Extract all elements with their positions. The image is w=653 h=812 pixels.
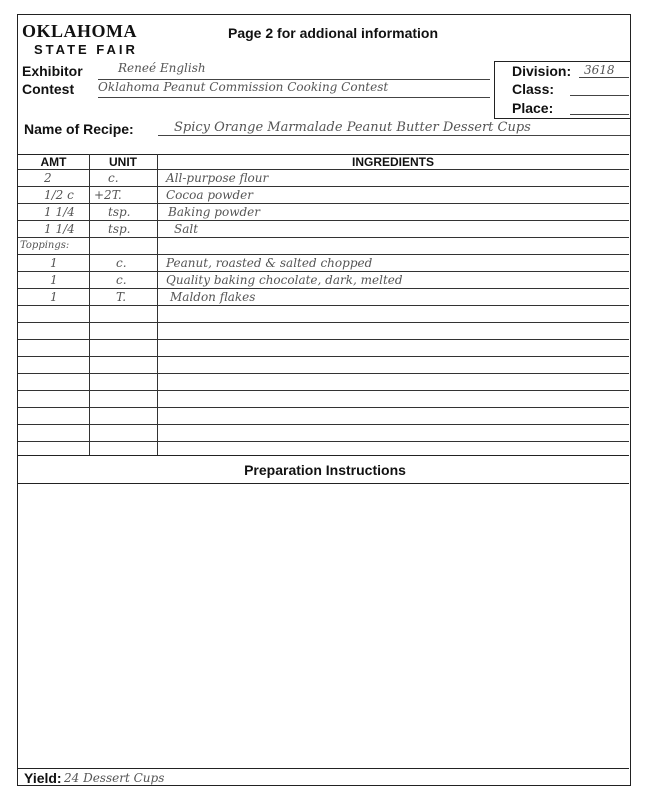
row-line: [18, 271, 629, 272]
row-line: [18, 288, 629, 289]
recipe-value[interactable]: Spicy Orange Marmalade Peanut Butter Dessert Cups: [174, 120, 531, 135]
row-amt[interactable]: Toppings:: [20, 240, 70, 251]
class-label: Class:: [512, 81, 555, 97]
row-line: [18, 186, 629, 187]
logo-oklahoma: OKLAHOMA: [22, 21, 137, 41]
table-header-divider: [18, 169, 629, 170]
table-bottom-border: [18, 455, 629, 456]
exhibitor-label: Exhibitor: [22, 63, 83, 79]
row-ingredient[interactable]: Peanut, roasted & salted chopped: [166, 256, 373, 270]
row-unit[interactable]: T.: [116, 290, 127, 304]
row-amt[interactable]: 1 1/4: [44, 205, 75, 219]
row-line: [18, 407, 629, 408]
row-unit[interactable]: +2T.: [94, 188, 122, 202]
page-note: Page 2 for addional information: [228, 25, 439, 41]
row-amt[interactable]: 1: [50, 273, 58, 287]
row-amt[interactable]: 2: [44, 171, 52, 185]
yield-label: Yield:: [24, 770, 62, 786]
row-ingredient[interactable]: Baking powder: [168, 205, 261, 219]
division-label: Division:: [512, 63, 572, 79]
row-line: [18, 220, 629, 221]
row-unit[interactable]: c.: [116, 256, 127, 270]
row-line: [18, 424, 629, 425]
row-amt[interactable]: 1 1/4: [44, 222, 75, 236]
row-ingredient[interactable]: Quality baking chocolate, dark, melted: [166, 273, 403, 287]
unit-header: UNIT: [109, 155, 137, 169]
division-underline: [579, 77, 629, 78]
yield-value[interactable]: 24 Dessert Cups: [64, 771, 165, 785]
place-label: Place:: [512, 100, 554, 116]
preparation-text-area[interactable]: [18, 485, 629, 767]
contest-value[interactable]: Oklahoma Peanut Commission Cooking Contest: [98, 80, 389, 94]
exhibitor-value[interactable]: Reneé English: [118, 61, 206, 75]
row-ingredient[interactable]: Cocoa powder: [166, 188, 254, 202]
division-value[interactable]: 3618: [584, 63, 615, 77]
row-unit[interactable]: tsp.: [108, 205, 131, 219]
row-unit[interactable]: c.: [116, 273, 127, 287]
row-line: [18, 237, 629, 238]
row-ingredient[interactable]: Maldon flakes: [170, 290, 256, 304]
row-line: [18, 390, 629, 391]
recipe-underline: [158, 135, 630, 136]
row-ingredient[interactable]: All-purpose flour: [166, 171, 269, 185]
preparation-divider: [18, 483, 629, 484]
row-amt[interactable]: 1/2 c: [44, 188, 74, 202]
recipe-label: Name of Recipe:: [24, 121, 134, 137]
contest-underline: [98, 97, 490, 98]
entry-form: [17, 14, 631, 786]
class-underline: [570, 95, 629, 96]
amt-header: AMT: [40, 155, 67, 169]
row-line: [18, 373, 629, 374]
row-amt[interactable]: 1: [50, 256, 58, 270]
row-line: [18, 305, 629, 306]
row-ingredient[interactable]: Salt: [174, 222, 199, 236]
row-unit[interactable]: c.: [108, 171, 119, 185]
row-line: [18, 339, 629, 340]
row-amt[interactable]: 1: [50, 290, 58, 304]
row-line: [18, 322, 629, 323]
yield-divider: [18, 768, 629, 769]
ingredients-header: INGREDIENTS: [351, 155, 434, 169]
contest-label: Contest: [22, 81, 75, 97]
preparation-title: Preparation Instructions: [244, 462, 406, 478]
row-unit[interactable]: tsp.: [108, 222, 131, 236]
row-line: [18, 203, 629, 204]
row-line: [18, 441, 629, 442]
place-underline: [570, 114, 629, 115]
row-line: [18, 254, 629, 255]
logo-state-fair: STATE FAIR: [34, 42, 138, 57]
row-line: [18, 356, 629, 357]
